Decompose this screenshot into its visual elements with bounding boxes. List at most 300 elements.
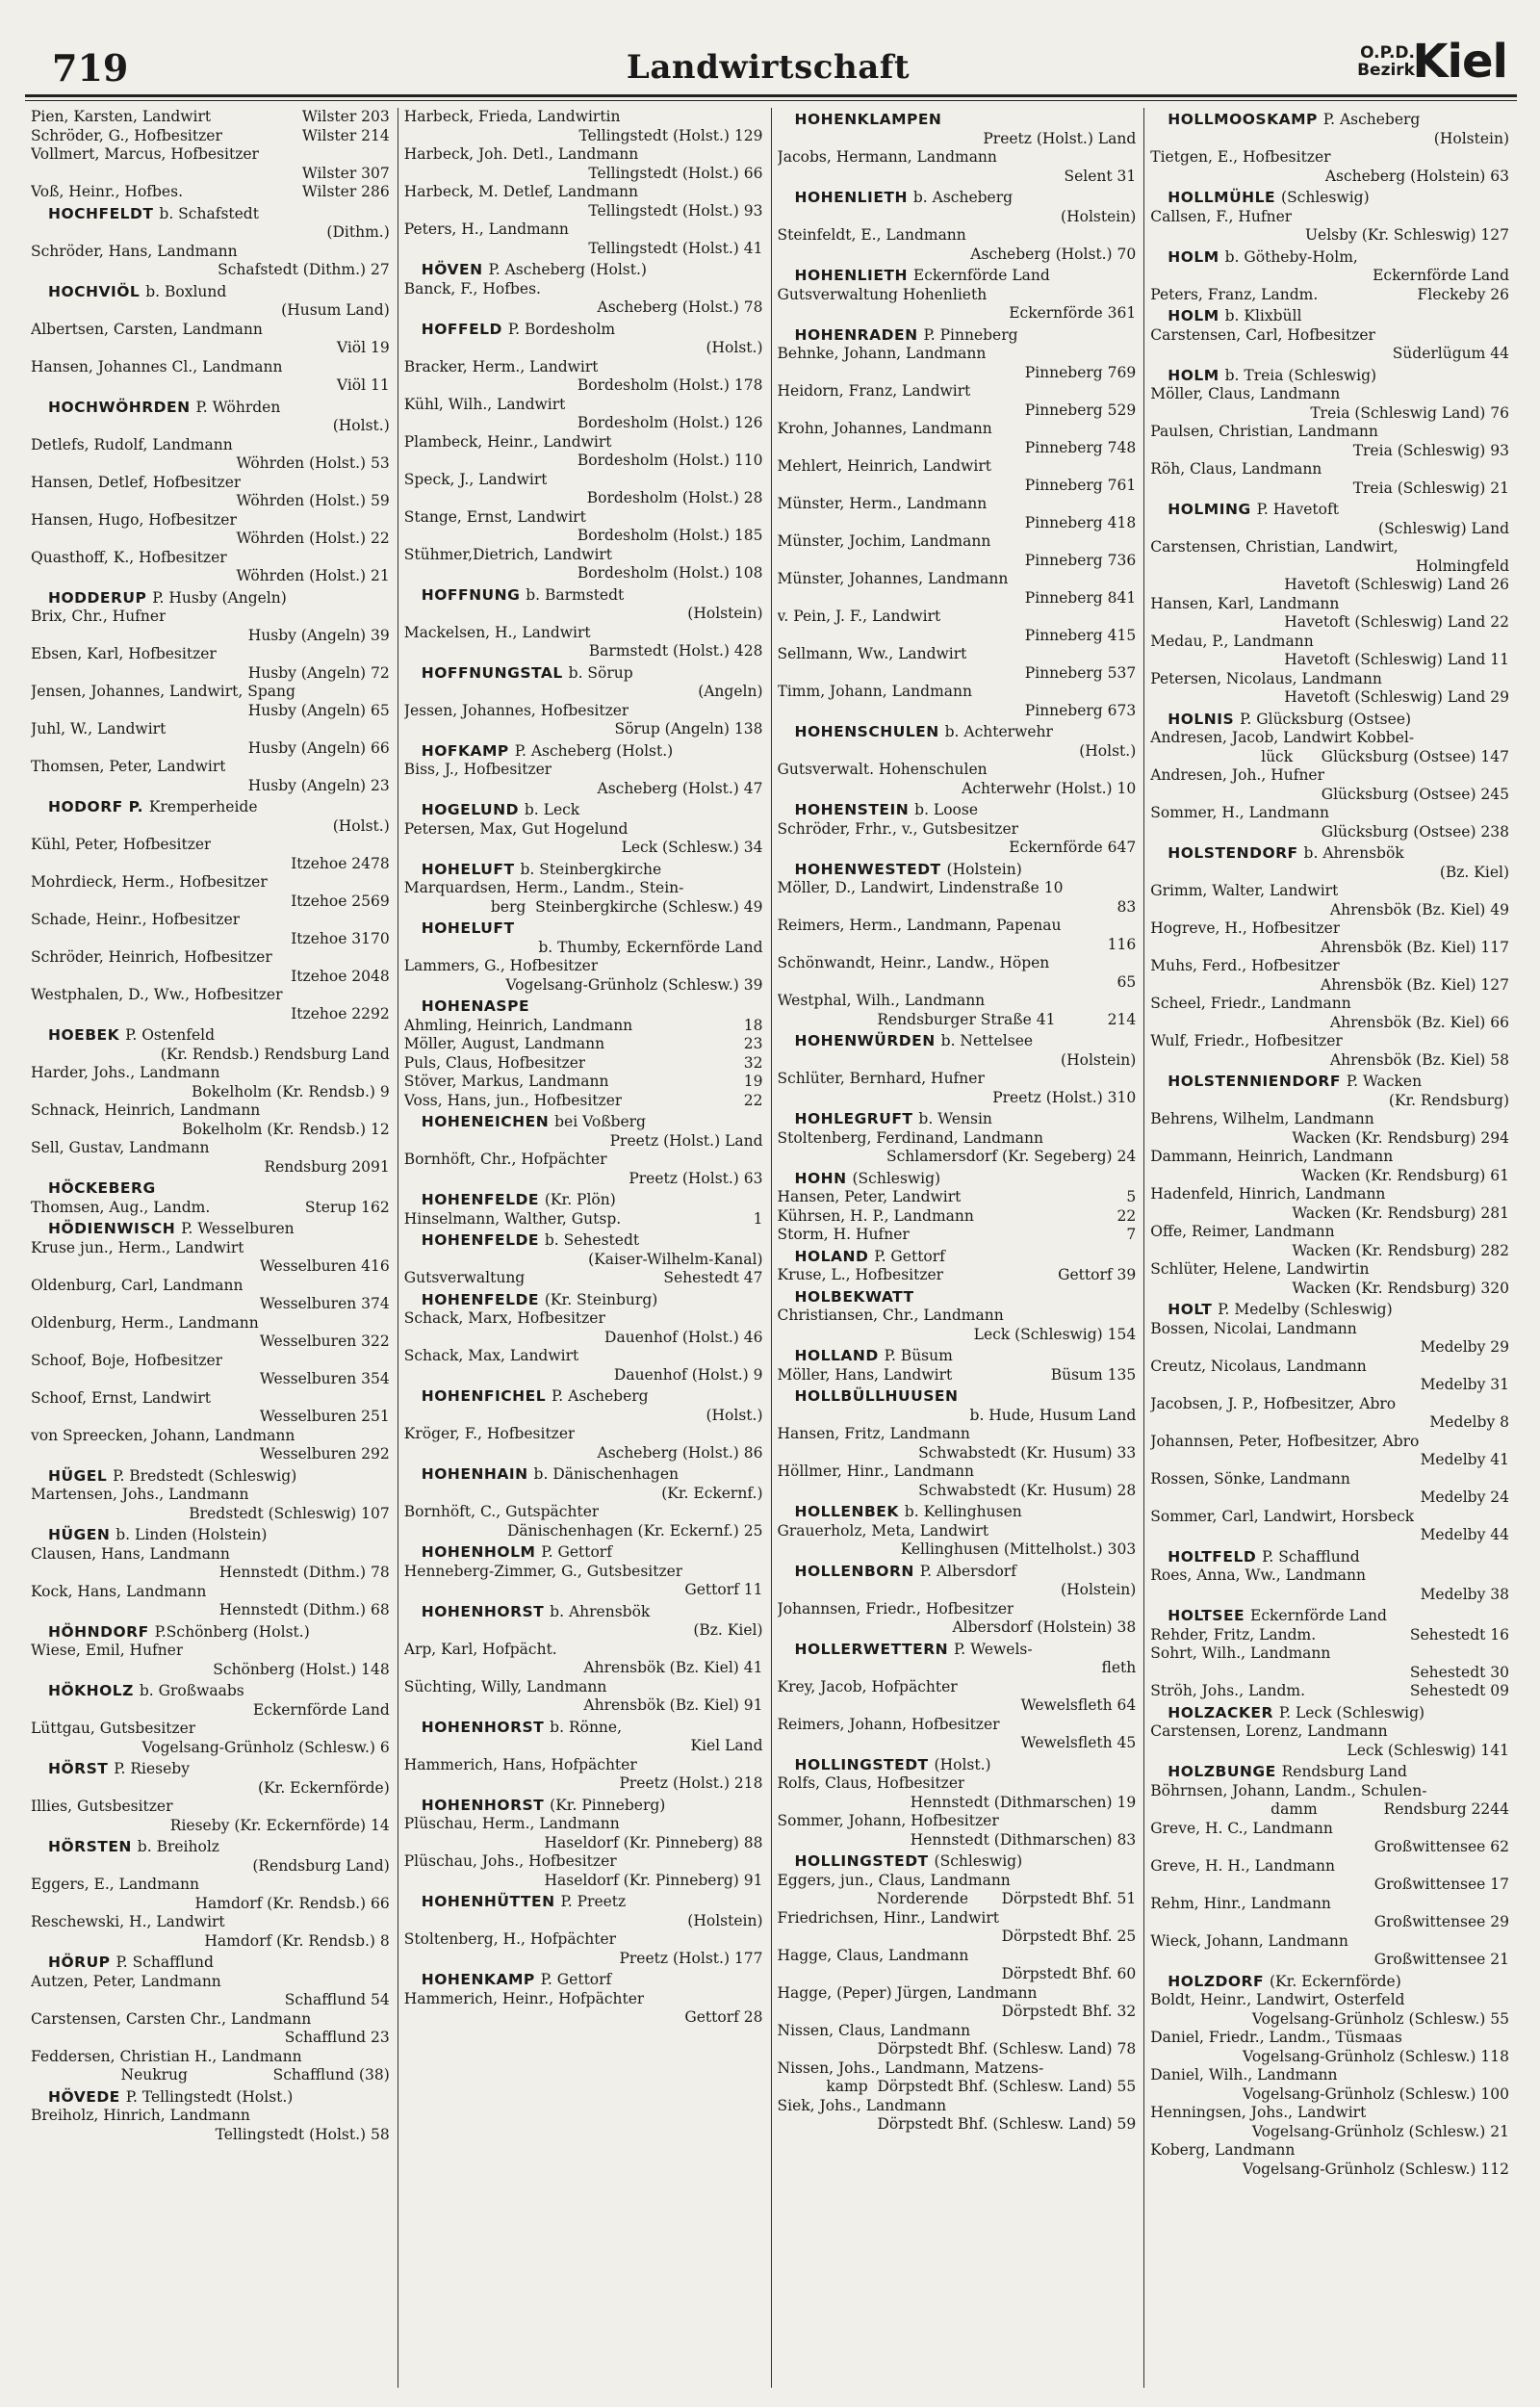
entry-line: [404, 546, 763, 565]
place-heading: [1150, 367, 1509, 386]
entry-line: [404, 183, 763, 202]
place-name: HÜGEN: [48, 1526, 111, 1543]
place-postal: b. Achterwehr: [944, 723, 1053, 740]
entry-location: Wewelsfleth 45: [1020, 1734, 1137, 1751]
entry-name: Carstensen, Carl, Hofbesitzer: [1150, 325, 1375, 344]
directory-entry: [31, 873, 390, 911]
entry-line: [778, 1307, 1137, 1326]
entry-name: Sell, Gustav, Landmann: [31, 1139, 210, 1156]
entry-location: Itzehoe 3170: [291, 929, 390, 947]
place-heading: [778, 1387, 1137, 1425]
entry-name: Sohrt, Wilh., Landmann: [1150, 1644, 1331, 1662]
place-name: HOLLMÜHLE: [1168, 189, 1276, 206]
entry-name: Petersen, Nicolaus, Landmann: [1150, 669, 1382, 687]
entry-line: [404, 624, 763, 643]
entry-location: Hennstedt (Dithm.) 68: [218, 1601, 390, 1618]
entry-line: [404, 1425, 763, 1444]
entry-name: Wiese, Emil, Hufner: [31, 1642, 184, 1659]
directory-entry: [31, 1239, 390, 1277]
entry-location: 65: [1116, 972, 1137, 991]
entry-line: [31, 2048, 390, 2067]
entry-line: [31, 1427, 390, 1446]
directory-entry: [31, 436, 390, 474]
entry-line: [31, 911, 390, 930]
header-rule-thin: [25, 100, 1517, 101]
page-number: 719: [52, 46, 129, 90]
entry-location: Wewelsfleth 64: [1020, 1696, 1137, 1714]
entry-line: [31, 1064, 390, 1083]
entry-location: Itzehoe 2048: [291, 967, 390, 985]
directory-entry: [404, 1815, 763, 1852]
place-postal: (Schleswig): [1281, 189, 1370, 206]
directory-entry: [31, 1583, 390, 1620]
entry-name: Münster, Johannes, Landmann: [777, 570, 1009, 587]
place-heading: [1150, 1301, 1509, 1320]
entry-line: [31, 358, 390, 377]
entry-line: [778, 1716, 1137, 1735]
entry-name: Harbeck, M. Detlef, Landmann: [403, 183, 639, 200]
entry-line: [31, 2010, 390, 2030]
entry-name: Sellmann, Ww., Landwirt: [777, 645, 967, 662]
entry-location: Husby (Angeln) 72: [247, 663, 390, 682]
place-name: HOHENWESTEDT: [794, 860, 941, 878]
entry-line: [404, 1269, 763, 1288]
entry-line: [1150, 1395, 1509, 1414]
entry-name: Timm, Johann, Landmann: [777, 683, 972, 700]
directory-entry: [778, 495, 1137, 532]
entry-name: Bossen, Nicolai, Landmann: [1150, 1319, 1357, 1337]
directory-entry: [1150, 1185, 1509, 1223]
entry-line: [404, 1210, 763, 1229]
directory-entry: [31, 549, 390, 586]
entry-line: [1150, 1508, 1509, 1527]
place-name: HÖVEN: [421, 261, 483, 278]
place-postal: P. Husby (Angeln): [152, 588, 287, 607]
place-heading: [1150, 1704, 1509, 1723]
entry-location: Husby (Angeln) 66: [247, 738, 390, 757]
entry-location: Schwabstedt (Kr. Husum) 28: [918, 1481, 1137, 1499]
entry-location: Großwittensee 21: [1373, 1951, 1509, 1968]
directory-entry: [31, 145, 390, 183]
place-name: HÖRUP: [48, 1954, 111, 1971]
entry-line: [1150, 326, 1509, 346]
entry-line: [1150, 1895, 1509, 1914]
directory-entry: [778, 879, 1137, 917]
entry-line: [404, 761, 763, 780]
entry-line: [778, 1812, 1137, 1831]
place-heading: [404, 742, 763, 762]
directory-entry: [778, 286, 1137, 324]
place-heading: [1150, 189, 1509, 208]
entry-name: Reimers, Johann, Hofbesitzer: [777, 1715, 1000, 1733]
directory-entry: [778, 1600, 1137, 1638]
place-heading: [778, 1032, 1137, 1070]
entry-line: [778, 1188, 1137, 1207]
entry-name: Schröder, Hans, Landmann: [31, 242, 238, 260]
place-name: HOHENASPE: [421, 997, 530, 1015]
entry-line: [31, 608, 390, 627]
place-name: HOHENFELDE: [421, 1231, 539, 1249]
place-name: HOHENHORST: [421, 1602, 545, 1620]
place-heading: [404, 1231, 763, 1269]
place-region: (Angeln): [698, 683, 763, 700]
place-postal: b. Götheby-Holm,: [1224, 247, 1358, 266]
entry-phone: 23: [743, 1035, 763, 1052]
entry-name: Schoof, Boje, Hofbesitzer: [31, 1351, 223, 1369]
place-heading: [778, 1852, 1137, 1872]
place-heading: [31, 2088, 390, 2108]
directory-entry: [1150, 423, 1509, 460]
entry-name: Carstensen, Lorenz, Landmann: [1150, 1722, 1388, 1740]
directory-entry: [1150, 326, 1509, 364]
entry-name: Stühmer,Dietrich, Landwirt: [403, 545, 613, 563]
entry-location: Wesselburen 251: [259, 1408, 390, 1425]
place-heading: [1150, 1763, 1509, 1782]
entry-location: Großwittensee 29: [1373, 1913, 1509, 1930]
directory-entry: [31, 911, 390, 948]
entry-location: Ascheberg (Holstein) 63: [1324, 167, 1509, 185]
place-heading: [778, 1641, 1137, 1678]
place-postal: P. Medelby (Schleswig): [1218, 1301, 1393, 1318]
entry-location: Havetoft (Schleswig) Land 22: [1284, 613, 1509, 631]
entry-line: [404, 1151, 763, 1170]
entry-location: Bordesholm (Holst.) 185: [577, 527, 763, 544]
directory-entry: [31, 1642, 390, 1679]
entry-line: [404, 145, 763, 165]
entry-location: Leck (Schleswig) 154: [973, 1325, 1137, 1343]
entry-name: Henneberg-Zimmer, G., Gutsbesitzer: [403, 1562, 683, 1580]
entry-line: [1150, 804, 1509, 823]
place-postal: b. Ascheberg: [912, 189, 1014, 206]
entry-location: Vogelsang-Grünholz (Schlesw.) 6: [141, 1738, 390, 1756]
place-heading: [404, 1603, 763, 1641]
entry-name: Krey, Jacob, Hofpächter: [777, 1677, 958, 1695]
place-name: HOLLMOOSKAMP: [1168, 111, 1318, 128]
entry-line: [31, 436, 390, 455]
entry-name: Brix, Chr., Hufner: [31, 608, 167, 625]
entry-location: Ahrensbök (Bz. Kiel) 117: [1321, 938, 1509, 956]
place-postal: P. Gettorf: [540, 1971, 612, 1988]
entry-location: Wilster 307: [301, 164, 390, 182]
directory-entry: [31, 1486, 390, 1523]
place-postal: b. Linden (Holstein): [116, 1526, 268, 1543]
entry-line: [1150, 729, 1509, 748]
place-postal: b. Schafstedt: [159, 204, 259, 222]
directory-entry: [404, 183, 763, 220]
entry-location: Dörpstedt Bhf. 60: [1001, 1965, 1137, 1982]
entry-location: Glücksburg (Ostsee) 238: [1321, 822, 1509, 841]
entry-name: Oldenburg, Carl, Landmann: [31, 1276, 244, 1294]
entry-name: Rolfs, Claus, Hofbesitzer: [777, 1774, 965, 1792]
entry-name: Schack, Marx, Hofbesitzer: [403, 1309, 605, 1327]
entry-location: Ahrensbök (Bz. Kiel) 127: [1321, 975, 1509, 994]
directory-entry: [778, 345, 1137, 382]
entry-location: Treia (Schleswig) 93: [1352, 441, 1509, 459]
directory-entry: [404, 1073, 763, 1092]
entry-name: Sommer, Carl, Landwirt, Horsbeck: [1150, 1507, 1415, 1525]
entry-name: Tietgen, E., Hofbesitzer: [1150, 148, 1331, 166]
place-postal: b. Großwaabs: [139, 1682, 244, 1699]
directory-entry: [1150, 882, 1509, 919]
place-heading: [404, 919, 763, 957]
place-postal: (Kr. Steinburg): [544, 1290, 658, 1308]
place-name: HOLTSEE: [1168, 1607, 1245, 1624]
directory-entry: [778, 761, 1137, 798]
directory-entry: [31, 1876, 390, 1913]
place-postal: b. Nettelsee: [940, 1032, 1034, 1049]
place-heading: [31, 1760, 390, 1798]
place-heading: [1150, 711, 1509, 730]
entry-location: Pinneberg 748: [1024, 438, 1137, 456]
directory-entry: [778, 1425, 1137, 1462]
entry-location: Wacken (Kr. Rendsburg) 281: [1292, 1204, 1509, 1222]
directory-entry: [404, 1990, 763, 2028]
entry-location: Havetoft (Schleswig) Land 29: [1284, 688, 1509, 706]
entry-name: Greve, H. H., Landmann: [1150, 1856, 1336, 1875]
directory-entry: [1150, 1857, 1509, 1895]
entry-line: [1150, 2029, 1509, 2048]
entry-name: Hagge, Claus, Landmann: [777, 1946, 969, 1964]
place-postal: b. Breiholz: [137, 1838, 219, 1855]
place-region: (Schleswig) Land: [1378, 519, 1509, 537]
entry-line: [1150, 1682, 1509, 1701]
place-region: (Holst.): [1079, 741, 1137, 760]
entry-name: Peters, Franz, Landm.: [1150, 285, 1319, 303]
entry-line: [404, 358, 763, 377]
entry-phone: Wilster 286: [301, 183, 390, 200]
entry-name: Illies, Gutsbesitzer: [31, 1798, 173, 1815]
place-heading: [778, 189, 1137, 226]
place-name: HÖDIENWISCH: [48, 1220, 176, 1237]
place-name: HOLBEKWATT: [794, 1287, 914, 1306]
place-region: (Holst.): [332, 417, 390, 434]
entry-line: [778, 286, 1137, 305]
directory-entry: [1150, 1148, 1509, 1185]
entry-line: [778, 420, 1137, 439]
entry-name: Schnack, Heinrich, Landmann: [31, 1101, 261, 1119]
directory-entry: [778, 608, 1137, 645]
directory-entry: [1150, 1223, 1509, 1260]
entry-name: Westphal, Wilh., Landmann: [777, 992, 986, 1009]
directory-entry: [31, 1199, 390, 1218]
directory-entry: [778, 1226, 1137, 1245]
entry-line: [31, 986, 390, 1005]
entry-line: [31, 1389, 390, 1409]
directory-entry: [778, 917, 1137, 954]
entry-name: Wieck, Johann, Landmann: [1150, 1931, 1348, 1950]
directory-entry: [404, 358, 763, 396]
entry-location: Neukrug Schafflund (38): [120, 2066, 390, 2083]
place-region: b. Thumby, Eckernförde Land: [538, 938, 763, 956]
entry-location: Ahrensbök (Bz. Kiel) 41: [583, 1659, 763, 1676]
entry-line: [1150, 633, 1509, 652]
place-name: HOCHFELDT: [48, 204, 154, 222]
entry-location: Medelby 8: [1429, 1413, 1509, 1431]
place-name: HOHENRADEN: [794, 325, 918, 344]
entry-line: [404, 1503, 763, 1522]
entry-name: Plüschau, Johs., Hofbesitzer: [403, 1852, 617, 1870]
place-name: HOHENLIETH: [794, 267, 908, 284]
place-name: HOLM: [1168, 307, 1219, 324]
entry-name: Reschewski, H., Landwirt: [31, 1913, 225, 1930]
place-postal: P. Ascheberg (Holst.): [488, 261, 647, 278]
place-heading: [404, 801, 763, 820]
place-postal: P. Ascheberg: [1322, 111, 1421, 128]
place-name: HÖRSTEN: [48, 1838, 132, 1855]
place-postal: P. Gettorf: [541, 1543, 612, 1561]
entry-location: Ascheberg (Holst.) 78: [597, 298, 763, 316]
directory-entry: [1150, 1682, 1509, 1701]
place-heading: [778, 1288, 1137, 1307]
entry-line: [778, 1984, 1137, 2004]
entry-line: [1150, 1260, 1509, 1280]
entry-location: Wöhrden (Holst.) 21: [236, 567, 390, 584]
entry-line: [1150, 1857, 1509, 1876]
entry-line: [31, 948, 390, 968]
directory-entry: [1150, 1566, 1509, 1604]
place-name: HOLLINGSTEDT: [794, 1852, 929, 1870]
entry-location: Viöl 11: [336, 376, 390, 394]
entry-name: Münster, Herm., Landmann: [777, 495, 988, 512]
entry-location: Pinneberg 761: [1024, 476, 1137, 494]
place-region: b. Hude, Husum Land: [969, 1406, 1137, 1424]
entry-name: Rehder, Fritz, Landm.: [1150, 1625, 1317, 1643]
directory-entry: [31, 986, 390, 1023]
entry-line: [778, 608, 1137, 627]
entry-line: [778, 917, 1137, 936]
entry-name: Thomsen, Peter, Landwirt: [31, 758, 226, 775]
entry-line: [31, 243, 390, 262]
entry-line: [778, 1129, 1137, 1149]
entry-name: Oldenburg, Herm., Landmann: [31, 1313, 259, 1332]
entry-name: Böhrnsen, Johann, Landm., Schulen-: [1150, 1781, 1427, 1799]
place-name: HOGELUND: [421, 801, 519, 818]
entry-line: [1150, 1185, 1509, 1204]
place-name: HOEBEK: [48, 1026, 120, 1044]
directory-entry: [1150, 595, 1509, 633]
entry-line: [31, 1277, 390, 1296]
entry-name: Hammerich, Hans, Hofpächter: [403, 1755, 637, 1773]
directory-entry: [404, 624, 763, 661]
place-heading: [778, 1170, 1137, 1189]
entry-name: Kröger, F., Hofbesitzer: [403, 1425, 576, 1442]
place-name: HOHENSCHULEN: [794, 723, 939, 740]
directory-entry: [778, 226, 1137, 264]
directory-entry: [1150, 1433, 1509, 1470]
entry-line: [1150, 1358, 1509, 1377]
entry-location: Medelby 38: [1420, 1585, 1509, 1603]
directory-entry: [778, 1307, 1137, 1344]
place-heading: [778, 1563, 1137, 1600]
place-name: HOLSTENDORF: [1168, 844, 1298, 862]
entry-line: [404, 1930, 763, 1950]
place-heading: [778, 326, 1137, 346]
directory-entry: [778, 2097, 1137, 2135]
place-heading: [1150, 111, 1509, 148]
entry-name: Stoltenberg, H., Hofpächter: [403, 1930, 617, 1948]
place-postal: P. Ascheberg: [552, 1387, 649, 1405]
entry-location: Wesselburen 322: [259, 1333, 390, 1350]
entry-name: Mohrdieck, Herm., Hofbesitzer: [31, 873, 268, 891]
entry-line: [1150, 538, 1509, 557]
entry-line: [778, 1462, 1137, 1482]
entry-name: Gutsverwaltung Hohenlieth: [777, 285, 988, 303]
entry-line: [31, 645, 390, 664]
entry-line: [1150, 1932, 1509, 1952]
place-heading: [1150, 1073, 1509, 1110]
entry-location: Wesselburen 354: [259, 1370, 390, 1387]
entry-location: Ahrensbök (Bz. Kiel) 49: [1329, 900, 1509, 919]
place-postal: P. Wewels-: [954, 1640, 1033, 1658]
entry-line: [1150, 2066, 1509, 2085]
directory-entry: [404, 1035, 763, 1054]
entry-location: Wöhrden (Holst.) 59: [236, 492, 390, 509]
place-postal: (Kr. Plön): [544, 1191, 616, 1208]
entry-name: Harder, Johs., Landmann: [31, 1064, 220, 1081]
directory-entry: [31, 127, 390, 146]
entry-name: Bracker, Herm., Landwirt: [403, 357, 599, 375]
entry-name: Schröder, G., Hofbesitzer: [31, 126, 222, 144]
place-heading: [31, 1526, 390, 1545]
entry-location: Pinneberg 769: [1024, 363, 1137, 381]
entry-line: [31, 108, 390, 127]
place-name: HOHENHAIN: [421, 1465, 528, 1483]
entry-line: [404, 1756, 763, 1775]
entry-name: Grauerholz, Meta, Landwirt: [777, 1521, 989, 1540]
entry-line: [404, 1073, 763, 1092]
entry-line: [1150, 1644, 1509, 1664]
entry-phone: Wilster 203: [301, 108, 390, 125]
place-heading: [1150, 307, 1509, 326]
entry-name: v. Pein, J. F., Landwirt: [777, 608, 941, 625]
place-name: HOLTFELD: [1168, 1547, 1257, 1566]
entry-name: Hinselmann, Walther, Gutsp.: [403, 1209, 622, 1228]
place-heading: [404, 261, 763, 280]
page-header: [25, 35, 1511, 96]
place-postal: P. Wacken: [1346, 1073, 1423, 1090]
entry-name: Henningsen, Johs., Landwirt: [1150, 2104, 1367, 2121]
entry-name: Peters, H., Landmann: [403, 220, 569, 238]
entry-name: Scheel, Friedr., Landmann: [1150, 995, 1351, 1012]
entry-location: Kellinghusen (Mittelholst.) 303: [900, 1540, 1137, 1558]
entry-location: Leck (Schlesw.) 34: [621, 839, 763, 856]
directory-entry: [1150, 1782, 1509, 1820]
entry-line: [778, 1774, 1137, 1794]
place-postal: (Holstein): [946, 860, 1022, 878]
directory-entry: [1150, 1395, 1509, 1433]
entry-name: Friedrichsen, Hinr., Landwirt: [777, 1908, 999, 1927]
entry-location: Bokelholm (Kr. Rendsb.) 12: [182, 1120, 390, 1138]
entry-line: [1150, 1626, 1509, 1645]
directory-entry: [31, 1545, 390, 1583]
entry-name: Pien, Karsten, Landwirt: [31, 108, 212, 125]
place-region: (Holstein): [687, 605, 763, 622]
directory-entry: [404, 396, 763, 433]
directory-entry: [31, 321, 390, 358]
place-name: HOLSTENNIENDORF: [1168, 1073, 1341, 1090]
place-postal: P. Glücksburg (Ostsee): [1240, 710, 1412, 728]
entry-name: Hogreve, H., Hofbesitzer: [1150, 919, 1341, 937]
place-region: (Bz. Kiel): [693, 1621, 763, 1639]
directory-entry: [1150, 1991, 1509, 2029]
entry-location: Sehestedt 30: [1409, 1663, 1509, 1681]
entry-location: Gettorf 11: [684, 1581, 763, 1598]
entry-name: Behnke, Johann, Landmann: [777, 345, 987, 362]
entry-location: Hennstedt (Dithm.) 78: [218, 1564, 390, 1581]
entry-location: Wacken (Kr. Rendsburg) 294: [1292, 1128, 1509, 1147]
directory-entry: [778, 992, 1137, 1029]
place-heading: [404, 1893, 763, 1930]
